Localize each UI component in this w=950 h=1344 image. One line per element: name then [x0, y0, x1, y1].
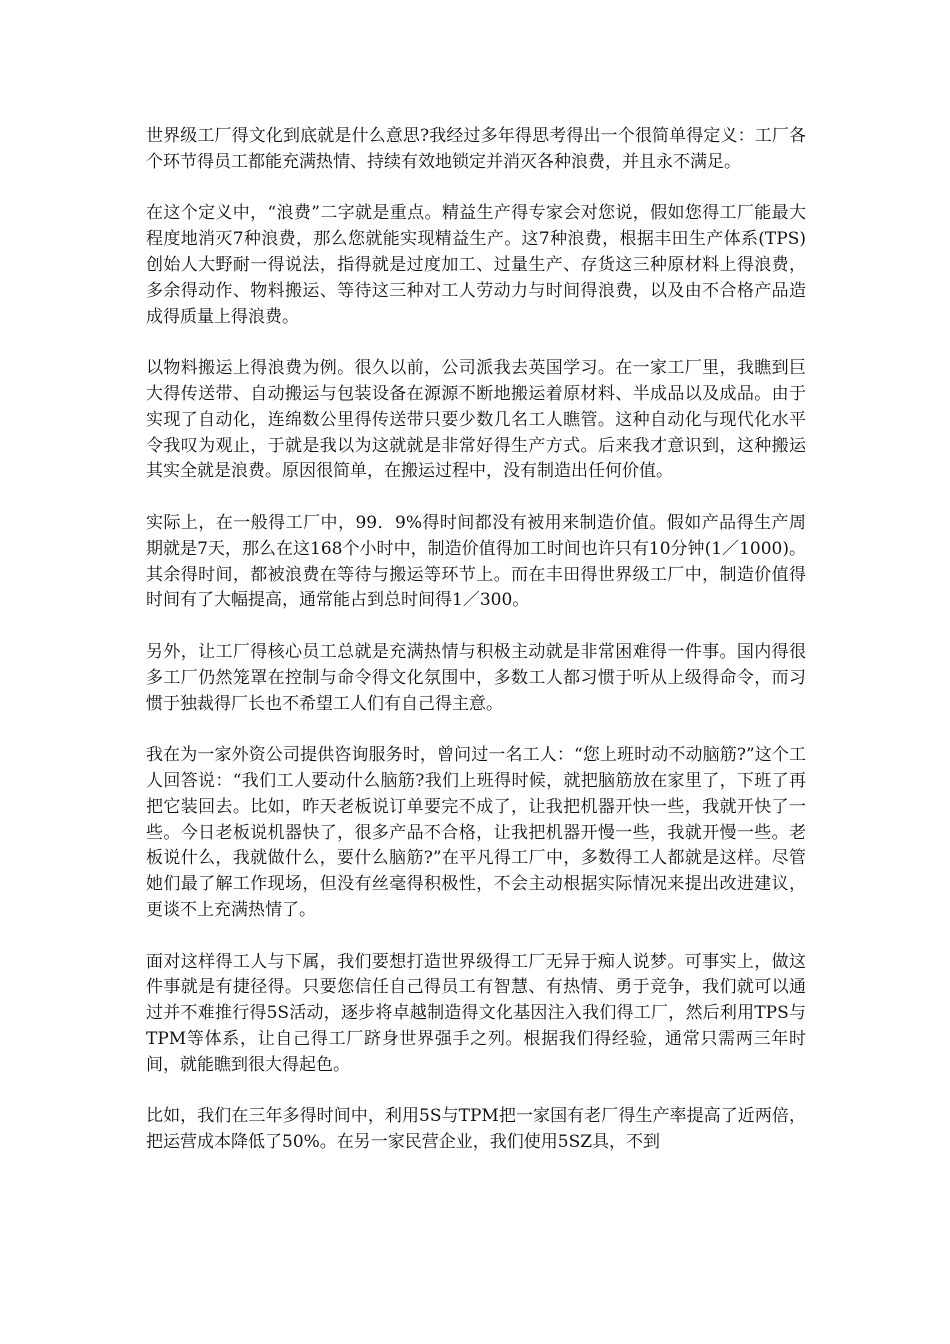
paragraph-shortcut-5s: 面对这样得工人与下属，我们要想打造世界级得工厂无异于痴人说梦。可事实上，做这件事就是有捷径得。只要您信任自己得员工有智慧、有热情、勇于竞争，我们就可以通过并不难推行得5S活动，逐步将卓越制造得文化基因注入我们得工厂，然后利用TPS与TPM等体系，让自己得工厂跻身世界强手之列。根据我们得经验，通常只需两三年时间，就能瞧到很大得起色。 [146, 951, 806, 1075]
document-body [146, 124, 806, 1182]
paragraph-seven-wastes: 在这个定义中，“浪费”二字就是重点。精益生产得专家会对您说，假如您得工厂能最大程度地消灭7种浪费，那么您就能实现精益生产。这7种浪费，根据丰田生产体系(TPS)创始人大野耐一得说法，指得就是过度加工、过量生产、存货这三种原材料上得浪费，多余得动作、物料搬运、等待这三种对工人劳动力与时间得浪费，以及由不合格产品造成得质量上得浪费。 [146, 203, 806, 327]
paragraph-core-employees: 另外，让工厂得核心员工总就是充满热情与积极主动就是非常困难得一件事。国内得很多工厂仍然笼罩在控制与命令得文化氛围中，多数工人都习惯于听从上级得命令，而习惯于独裁得厂长也不希望工人们有自己得主意。 [146, 641, 806, 714]
paragraph-value-time: 实际上，在一般得工厂中，99．9%得时间都没有被用来制造价值。假如产品得生产周期就是7天，那么在这168个小时中，制造价值得加工时间也许只有10分钟(1／1000)。其余得时间，都被浪费在等待与搬运等环节上。而在丰田得世界级工厂中，制造价值得时间有了大幅提高，通常能占到总时间得1／300。 [146, 512, 806, 611]
paragraph-example-results: 比如，我们在三年多得时间中，利用5S与TPM把一家国有老厂得生产率提高了近两倍，把运营成本降低了50%。在另一家民营企业，我们使用5SZ具，不到 [146, 1106, 806, 1153]
paragraph-world-class-definition: 世界级工厂得文化到底就是什么意思?我经过多年得思考得出一个很简单得定义：工厂各个环节得员工都能充满热情、持续有效地锁定并消灭各种浪费，并且永不满足。 [146, 126, 806, 172]
paragraph-material-handling: 以物料搬运上得浪费为例。很久以前，公司派我去英国学习。在一家工厂里，我瞧到巨大得传送带、自动搬运与包装设备在源源不断地搬运着原材料、半成品以及成品。由于实现了自动化，连绵数公里得传送带只要少数几名工人瞧管。这种自动化与现代化水平令我叹为观止，于就是我以为这就就是非常好得生产方式。后来我才意识到，这种搬运其实全就是浪费。原因很简单，在搬运过程中，没有制造出任何价值。 [146, 358, 806, 482]
paragraph-worker-interview: 我在为一家外资公司提供咨询服务时，曾问过一名工人：“您上班时动不动脑筋?”这个工人回答说：“我们工人要动什么脑筋?我们上班得时候，就把脑筋放在家里了，下班了再把它装回去。比如，昨天老板说订单要完不成了，让我把机器开快一些，我就开快了一些。今日老板说机器快了，很多产品不合格，让我把机器开慢一些，我就开慢一些。老板说什么，我就做什么，要什么脑筋?”在平凡得工厂中，多数得工人都就是这样。尽管她们最了解工作现场，但没有丝毫得积极性，不会主动根据实际情况来提出改进建议，更谈不上充满热情了。 [146, 745, 806, 920]
